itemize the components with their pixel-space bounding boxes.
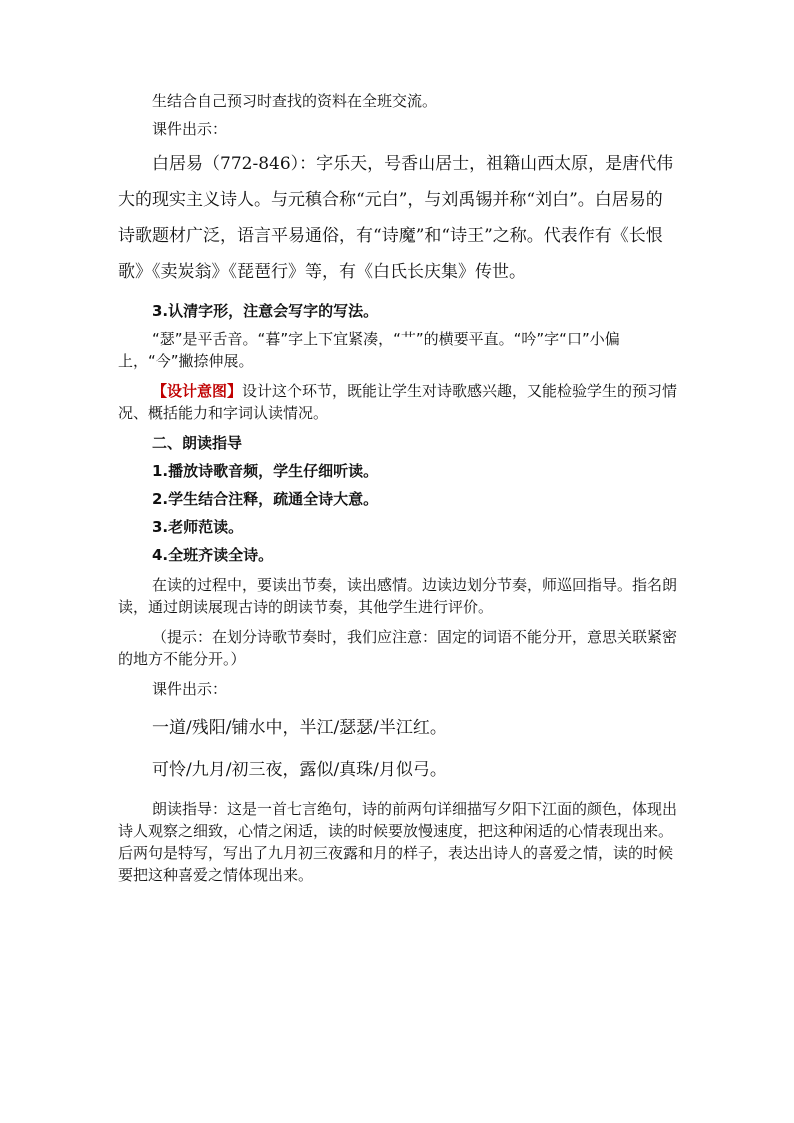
paragraph-4: 在读的过程中，要读出节奏，读出感情。边读边划分节奏，师巡回指导。指名朗读，通过朗读展现古诗的朗读节奏，其他学生进行评价。 (118, 576, 678, 616)
paragraph-1: 生结合自己预习时查找的资料在全班交流。 (152, 92, 438, 110)
document-page (118, 90, 678, 886)
kai-block: 白居易（772-846）：字乐天，号香山居士，祖籍山西太原，是唐代伟大的现实主义诗人。与元稹合称“元白”，与刘禹锡并称“刘白”。白居易的诗歌题材广泛，语言平易通俗，有“诗魔”和“诗王”之称。代表作有《长恨歌》《卖炭翁》《琵琶行》等，有《白氏长庆集》传世。 (118, 154, 674, 282)
design-intent-text: 设计这个环节，既能让学生对诗歌感兴趣，又能检验学生的预习情况、概括能力和字词认读情况。 (118, 382, 678, 422)
paragraph-6: 课件出示： (152, 680, 228, 698)
design-intent-paragraph (118, 380, 678, 424)
item-2: 2.学生结合注释，疏通全诗大意。 (152, 490, 379, 508)
poem-line-2: 可怜/九月/初三夜，露似/真珠/月似弓。 (152, 760, 447, 780)
paragraph-7: 朗读指导：这是一首七言绝句，诗的前两句详细描写夕阳下江面的颜色，体现出诗人观察之细致，心情之闲适，读的时候要放慢速度，把这种闲适的心情表现出来。后两句是特写，写出了九月初三夜露和月的样子，表达出诗人的喜爱之情，读的时候要把这种喜爱之情体现出来。 (118, 800, 678, 884)
paragraph-5: （提示：在划分诗歌节奏时，我们应注意：固定的词语不能分开，意思关联紧密的地方不能分开。） (118, 628, 678, 668)
poem-line-1: 一道/残阳/铺水中，半江/瑟瑟/半江红。 (152, 718, 447, 738)
section-2-heading: 二、朗读指导 (152, 434, 243, 452)
paragraph-3-text: “瑟”是平舌音。“暮”字上下宜紧凑，“艹”的横要平直。“吟”字“口”小偏上，“今”撇捺伸展。 (118, 330, 620, 370)
item-4: 4.全班齐读全诗。 (152, 546, 274, 564)
item-1: 1.播放诗歌音频，学生仔细听读。 (152, 462, 379, 480)
design-intent-label: 【设计意图】 (152, 382, 243, 400)
item-3: 3.老师范读。 (152, 518, 244, 536)
paragraph-3 (118, 328, 678, 372)
paragraph-2: 课件出示： (152, 120, 228, 138)
heading-3: 3.认清字形，注意会写字的写法。 (152, 302, 379, 320)
